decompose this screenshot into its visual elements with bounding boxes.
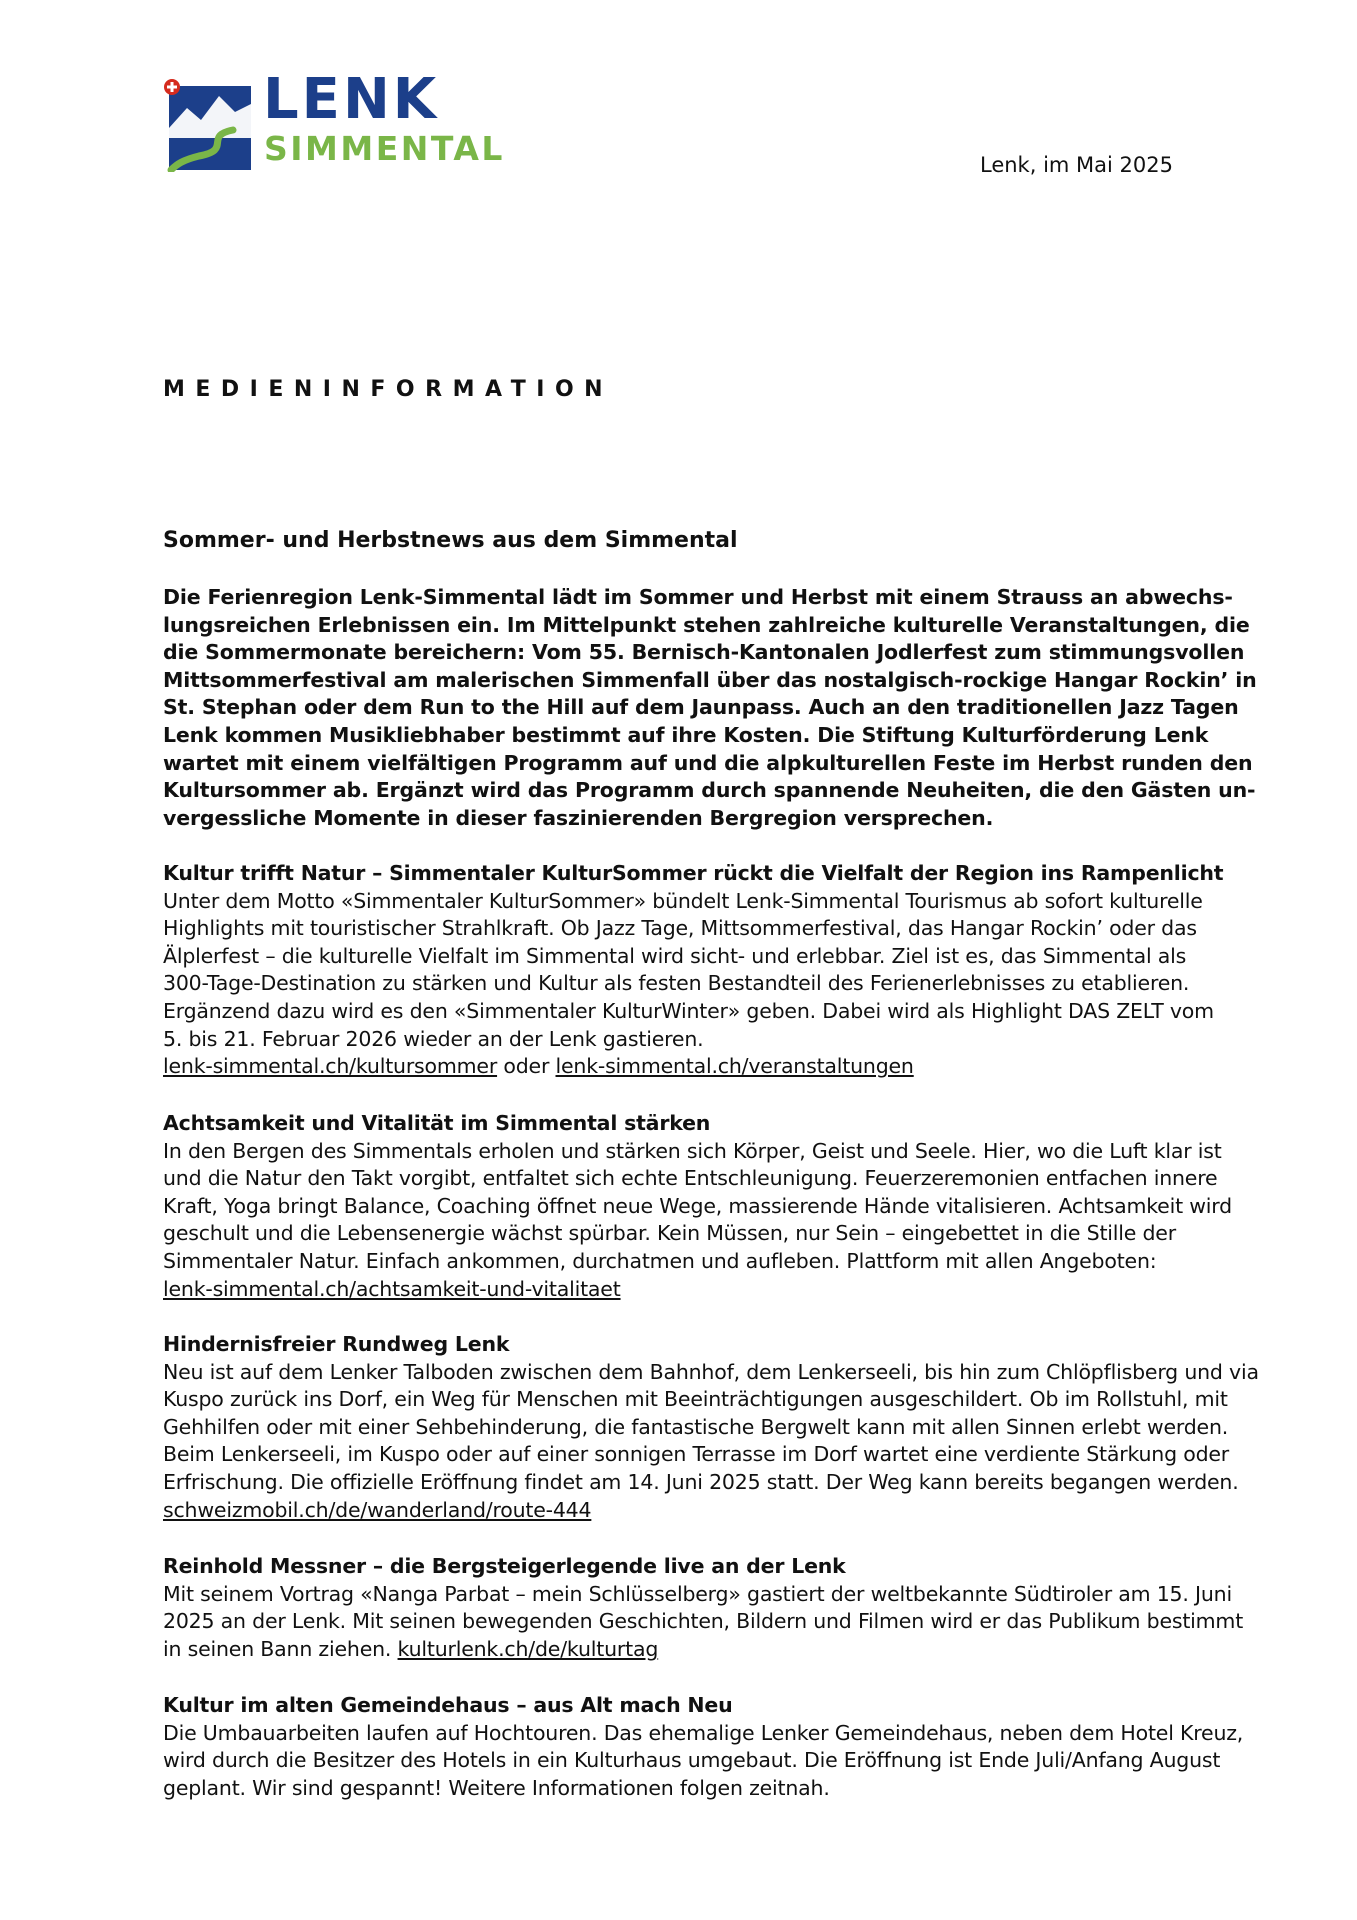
lead-line: die Sommermonate bereichern: Vom 55. Bernisch-Kantonalen Jodlerfest zum stimmungsvollen bbox=[163, 640, 1245, 665]
mountain-emblem-icon bbox=[163, 78, 251, 172]
link-veranstaltungen[interactable]: lenk-simmental.ch/veranstaltungen bbox=[555, 1054, 914, 1079]
section-rundweg bbox=[163, 1331, 1273, 1524]
links-line bbox=[163, 1053, 1273, 1081]
section-title: Achtsamkeit und Vitalität im Simmental stärken bbox=[163, 1111, 711, 1135]
body-line: Simmentaler Natur. Einfach ankommen, durchatmen und aufleben. Plattform mit allen Angeboten: bbox=[163, 1248, 1157, 1273]
body-line: Beim Lenkerseeli, im Kuspo oder auf einer sonnigen Terrasse im Dorf wartet eine verdiente Stärkung oder bbox=[163, 1442, 1230, 1467]
lenk-simmental-logo bbox=[163, 67, 523, 178]
lead-line: Mittsommerfestival am malerischen Simmenfall über das nostalgisch-rockige Hangar Rockin’ in bbox=[163, 667, 1257, 692]
section-title: Kultur im alten Gemeindehaus – aus Alt mach Neu bbox=[163, 1693, 733, 1717]
body-line: Highlights mit touristischer Strahlkraft. Ob Jazz Tage, Mittsommerfestival, das Hangar Rockin’ oder das bbox=[163, 916, 1197, 941]
body-line: Älplerfest – die kulturelle Vielfalt im Simmental wird sicht- und erlebbar. Ziel ist es, das Simmental als bbox=[163, 943, 1187, 968]
lead-line: lungsreichen Erlebnissen ein. Im Mittelpunkt stehen zahlreiche kulturelle Veranstaltungen, die bbox=[163, 612, 1250, 637]
link-kultursommer[interactable]: lenk-simmental.ch/kultursommer bbox=[163, 1054, 498, 1079]
logo-wordmark-lenk: LENK bbox=[263, 67, 440, 132]
document-type-heading: MEDIENINFORMATION bbox=[163, 377, 614, 402]
body-line: 5. bis 21. Februar 2026 wieder an der Lenk gastieren. bbox=[163, 1026, 704, 1051]
dateline: Lenk, im Mai 2025 bbox=[980, 153, 1173, 177]
section-gemeindehaus bbox=[163, 1692, 1273, 1802]
body-text: in seinen Bann ziehen. bbox=[163, 1636, 398, 1661]
body-line: Erfrischung. Die offizielle Eröffnung findet am 14. Juni 2025 statt. Der Weg kann bereits begangen werden. bbox=[163, 1469, 1239, 1494]
section-messner bbox=[163, 1553, 1273, 1663]
link-schweizmobil[interactable]: schweizmobil.ch/de/wanderland/route-444 bbox=[163, 1497, 592, 1522]
lead-line: wartet mit einem vielfältigen Programm auf und die alpkulturellen Feste im Herbst runden den bbox=[163, 750, 1253, 775]
body-line: Kraft, Yoga bringt Balance, Coaching öffnet neue Wege, massierende Hände vitalisieren. Achtsamkeit wird bbox=[163, 1193, 1232, 1218]
link-achtsamkeit[interactable]: lenk-simmental.ch/achtsamkeit-und-vitalitaet bbox=[163, 1276, 621, 1301]
body-line: Gehhilfen oder mit einer Sehbehinderung, die fantastische Bergwelt kann mit allen Sinnen erlebt werden. bbox=[163, 1414, 1229, 1439]
section-title: Kultur trifft Natur – Simmentaler KulturSommer rückt die Vielfalt der Region ins Rampenlicht bbox=[163, 861, 1224, 885]
body-line: Mit seinem Vortrag «Nanga Parbat – mein Schlüsselberg» gastiert der weltbekannte Südtiroler am 15. Juni bbox=[163, 1581, 1232, 1606]
link-connector: oder bbox=[497, 1054, 556, 1079]
body-line: In den Bergen des Simmentals erholen und stärken sich Körper, Geist und Seele. Hier, wo die Luft klar ist bbox=[163, 1138, 1222, 1163]
lead-line: Kultursommer ab. Ergänzt wird das Programm durch spannende Neuheiten, die den Gästen un- bbox=[163, 778, 1256, 803]
body-line: geplant. Wir sind gespannt! Weitere Informationen folgen zeitnah. bbox=[163, 1775, 830, 1800]
body-line: Neu ist auf dem Lenker Talboden zwischen dem Bahnhof, dem Lenkerseeli, bis hin zum Chlöpflisberg und via bbox=[163, 1359, 1259, 1384]
body-line bbox=[163, 1636, 1273, 1664]
links-line bbox=[163, 1497, 1273, 1525]
lead-line: vergessliche Momente in dieser faszinierenden Bergregion versprechen. bbox=[163, 805, 994, 830]
logo-wordmark-simmental: SIMMENTAL bbox=[264, 129, 505, 168]
body-line: 2025 an der Lenk. Mit seinen bewegenden Geschichten, Bildern und Filmen wird er das Publikum bestimmt bbox=[163, 1609, 1244, 1634]
body-line: Ergänzend dazu wird es den «Simmentaler KulturWinter» geben. Dabei wird als Highlight DAS ZELT vom bbox=[163, 998, 1214, 1023]
lead-paragraph bbox=[163, 584, 1263, 832]
section-title: Hindernisfreier Rundweg Lenk bbox=[163, 1332, 510, 1356]
section-title: Reinhold Messner – die Bergsteigerlegende live an der Lenk bbox=[163, 1554, 846, 1578]
body-line: Kuspo zurück ins Dorf, ein Weg für Menschen mit Beeinträchtigungen ausgeschildert. Ob im Rollstuhl, mit bbox=[163, 1387, 1228, 1412]
body-line: Unter dem Motto «Simmentaler KulturSommer» bündelt Lenk-Simmental Tourismus ab sofort kulturelle bbox=[163, 888, 1203, 913]
body-line: geschult und die Lebensenergie wächst spürbar. Kein Müssen, nur Sein – eingebettet in die Stille der bbox=[163, 1221, 1176, 1246]
body-line: und die Natur den Takt vorgibt, entfaltet sich echte Entschleunigung. Feuerzeremonien entfachen innere bbox=[163, 1166, 1218, 1191]
lead-line: Lenk kommen Musikliebhaber bestimmt auf ihre Kosten. Die Stiftung Kulturförderung Lenk bbox=[163, 722, 1209, 747]
lead-line: Die Ferienregion Lenk-Simmental lädt im Sommer und Herbst mit einem Strauss an abwechs- bbox=[163, 585, 1233, 609]
section-kultursommer bbox=[163, 860, 1273, 1081]
body-line: wird durch die Besitzer des Hotels in ein Kulturhaus umgebaut. Die Eröffnung ist Ende Juli/Anfang August bbox=[163, 1748, 1221, 1773]
links-line bbox=[163, 1276, 1273, 1304]
press-release-headline: Sommer- und Herbstnews aus dem Simmental bbox=[163, 528, 738, 553]
link-kulturlenk[interactable]: kulturlenk.ch/de/kulturtag bbox=[397, 1636, 659, 1661]
body-line: 300-Tage-Destination zu stärken und Kultur als festen Bestandteil des Ferienerlebnisses zu etablieren. bbox=[163, 971, 1190, 996]
section-achtsamkeit bbox=[163, 1110, 1273, 1303]
lead-line: St. Stephan oder dem Run to the Hill auf dem Jaunpass. Auch an den traditionellen Jazz Tagen bbox=[163, 695, 1239, 720]
body-line: Die Umbauarbeiten laufen auf Hochtouren. Das ehemalige Lenker Gemeindehaus, neben dem Hotel Kreuz, bbox=[163, 1720, 1244, 1745]
